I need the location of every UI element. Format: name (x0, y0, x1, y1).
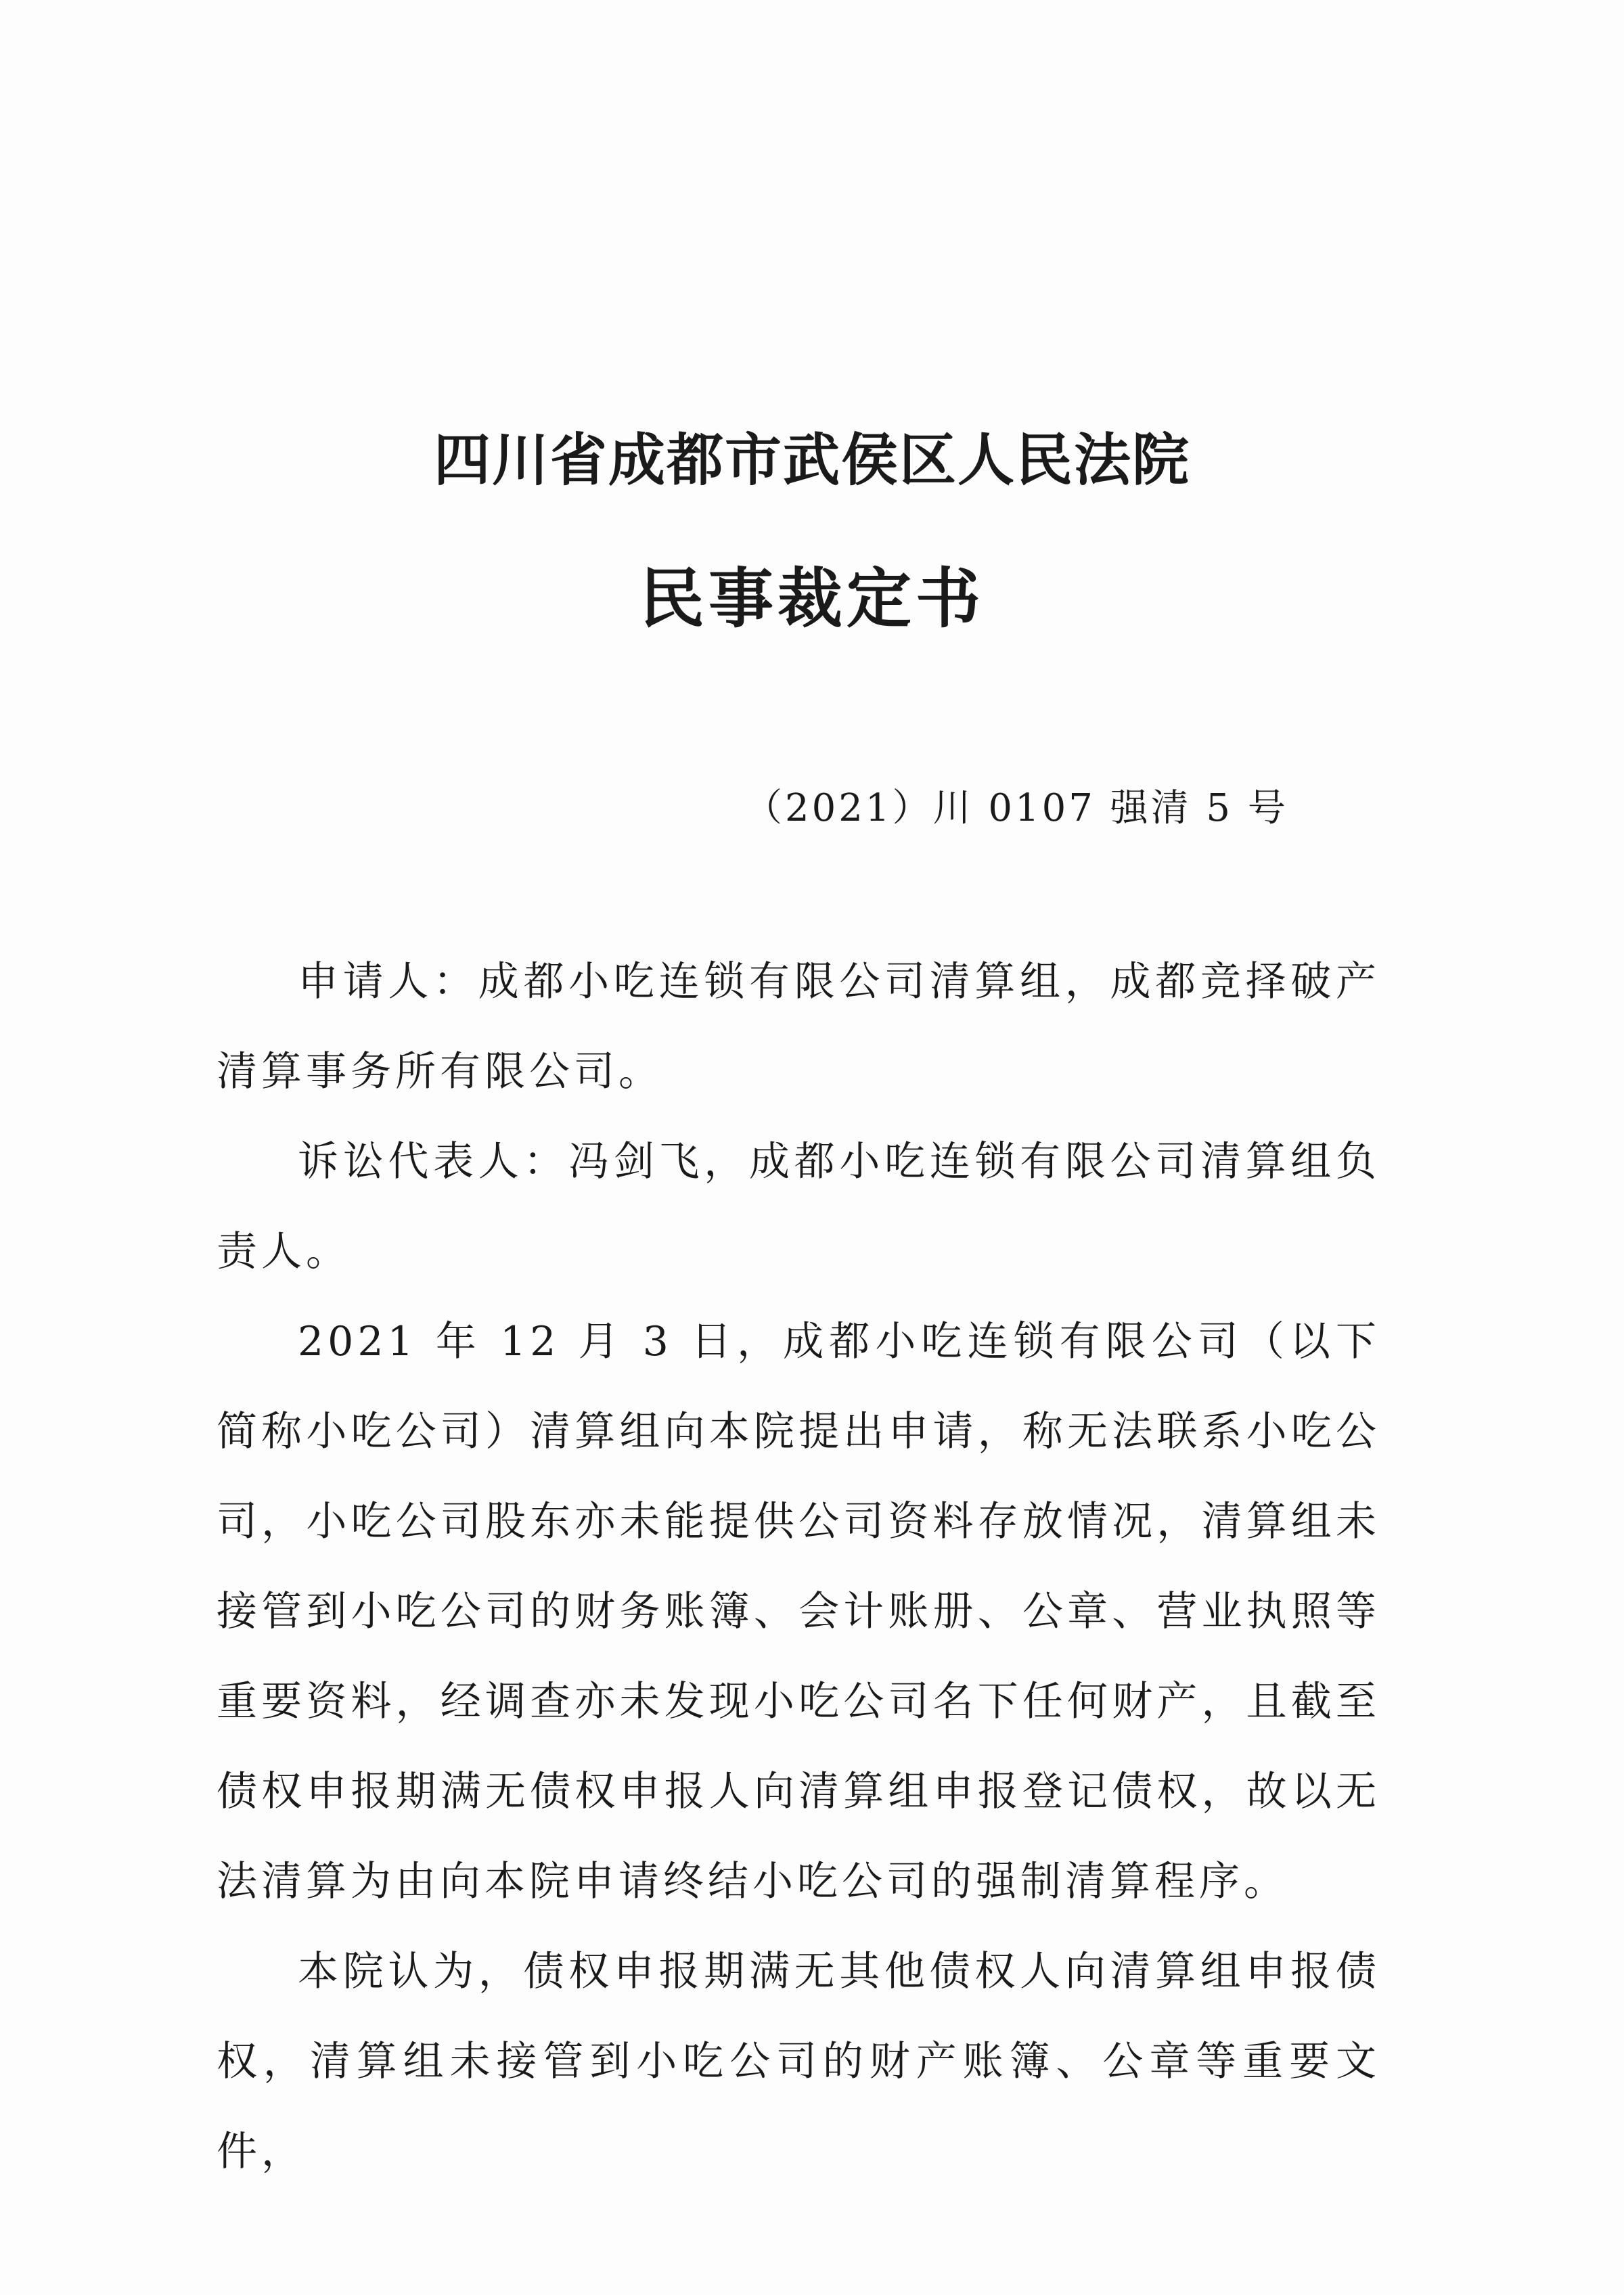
paragraph-applicant: 申请人：成都小吃连锁有限公司清算组，成都竞择破产清算事务所有限公司。 (217, 958, 1380, 1095)
paragraph-representative: 诉讼代表人：冯剑飞，成都小吃连锁有限公司清算组负责人。 (217, 1138, 1380, 1275)
document-body (217, 937, 1380, 2197)
document-title: 民事裁定书 (639, 560, 985, 637)
case-number: （2021）川 0107 强清 5 号 (744, 786, 1288, 830)
court-name: 四川省成都市武侯区人民法院 (433, 426, 1190, 493)
paragraph-facts: 2021 年 12 月 3 日，成都小吃连锁有限公司（以下简称小吃公司）清算组向本院提出申请，称无法联系小吃公司，小吃公司股东亦未能提供公司资料存放情况，清算组未接管到小吃公司的财务账簿、会计账册、公章、营业执照等重要资料，经调查亦未发现小吃公司名下任何财产，且截至债权申报期满无债权申报人向清算组申报登记债权，故以无法清算为由向本院申请终结小吃公司的强制清算程序。 (217, 1318, 1380, 1905)
paragraph-court-opinion: 本院认为，债权申报期满无其他债权人向清算组申报债权，清算组未接管到小吃公司的财产账簿、公章等重要文件， (217, 1948, 1380, 2175)
